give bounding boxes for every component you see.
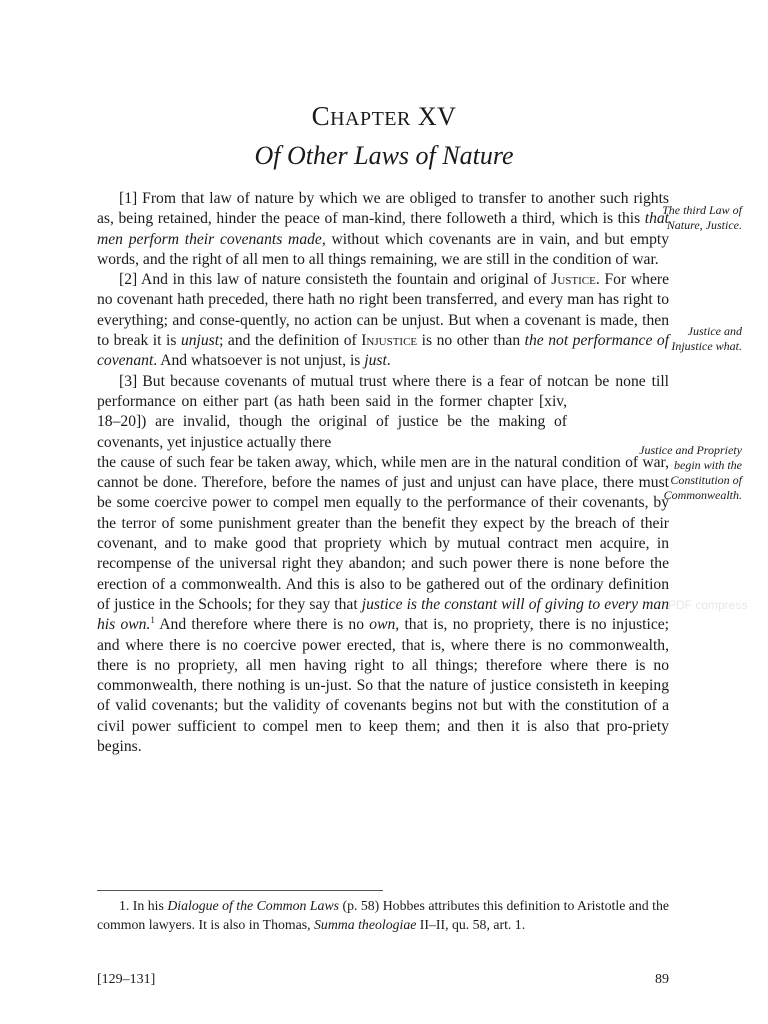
margin-note-line: Justice and Propriety (639, 443, 742, 457)
emphasis: justice is the constant will of giving to every man his own. (97, 595, 669, 634)
margin-note-line: Nature, Justice. (666, 218, 742, 232)
chapter-heading (0, 101, 768, 132)
text-run: II–II, qu. 58, art. 1. (416, 917, 526, 932)
text-run: . For where no covenant hath preceded, there hath no right been transferred, and every man has right to everything; and conse-quently, no action can be unjust. But when a covenant is made, then to break it is (97, 271, 670, 350)
paragraph-1 (97, 189, 669, 270)
text-run: (p. 58) Hobbes attributes this definition to Aristotle and the common lawyers. It is also in Thomas, (97, 898, 669, 932)
text-run: , that is, no propriety, there is no injustice; and where there is no coercive power erected, that is, where there is no commonwealth, there is no propriety, all men having right to all things; therefore where there is no commonwealth, there nothing is un-just. So that the nature of justice consisteth in keeping of valid covenants; but the validity of covenants begins not but with the constitution of a civil power sufficient to compel men to keep them; and then it is also that pro-priety begins. (97, 616, 670, 756)
footnote-paragraph (97, 896, 669, 934)
emphasis: Dialogue of the Common Laws (167, 898, 340, 913)
emphasis: Summa theologiae (314, 917, 417, 932)
margin-note-line: Justice and (687, 324, 742, 338)
margin-note-line: Commonwealth. (663, 488, 742, 502)
small-caps: Justice (551, 271, 596, 289)
text-run: 1. In his (119, 898, 168, 913)
chapter-word-rest: HAPTER (330, 108, 411, 130)
page-range: [129–131] (97, 972, 156, 987)
margin-note-line: begin with the (674, 458, 742, 472)
emphasis: just (364, 352, 387, 370)
emphasis: the not performance of covenant (97, 332, 670, 370)
text-run: [3] But because covenants of mutual trust where there is a fear of not performance on either part (as hath been said in the former chapter [xiv, 18–20]) are invalid, though the original of justice be the making of covenants, yet injustice actually there (97, 372, 567, 451)
page-number: 89 (655, 972, 669, 987)
text-run: . (386, 352, 391, 370)
text-run: [1] From that law of nature by which we are obliged to transfer to another such rights as, being retained, hinder the peace of man-kind, there followeth a third, which is this (97, 190, 669, 228)
margin-note-line: The third Law of (662, 203, 742, 217)
footnote-reference[interactable]: 1 (150, 615, 155, 626)
paragraph-3 (97, 372, 669, 758)
margin-note-line: Constitution of (670, 473, 742, 487)
footnote (97, 896, 669, 934)
text-run: And therefore where there is no (154, 616, 370, 634)
margin-note-line: Injustice what. (671, 339, 742, 353)
text-run: . And whatsoever is not unjust, is (153, 352, 365, 370)
text-run: is no other than (417, 332, 525, 350)
text-run: [2] And in this law of nature consisteth the fountain and original of (119, 271, 552, 289)
watermark: PDF compress (668, 598, 748, 612)
text-run: can be none till the cause of such fear be taken away, which, while men are in the natural condition of war, cannot be done. Therefore, before the names of just and unjust can have place, there must be some coercive power to compel men equally to the performance of their covenants, by the terror of some punishment greater than the benefit they expect by the breach of their covenant, and to make good that propriety which by mutual contract men acquire, in recompense of the universal right they abandon; and such power there is none before the erection of a commonwealth. And this is also to be gathered out of the ordinary definition of justice in the Schools; for they say that (97, 372, 669, 613)
text-run: , without which covenants are in vain, and but empty words, and the right of all men to all things remaining, we are still in the condition of war. (97, 230, 669, 268)
chapter-number: XV (417, 102, 457, 131)
paragraph-2 (97, 270, 669, 371)
emphasis: unjust (180, 332, 220, 350)
chapter-word-initial: C (311, 101, 331, 131)
emphasis: that men perform their covenants made (97, 210, 669, 248)
body-text (97, 189, 669, 757)
footnote-rule (97, 890, 383, 891)
emphasis: own (369, 616, 396, 634)
small-caps: Injustice (361, 332, 418, 350)
chapter-title: Of Other Laws of Nature (254, 141, 514, 170)
text-run: ; and the definition of (219, 332, 362, 350)
